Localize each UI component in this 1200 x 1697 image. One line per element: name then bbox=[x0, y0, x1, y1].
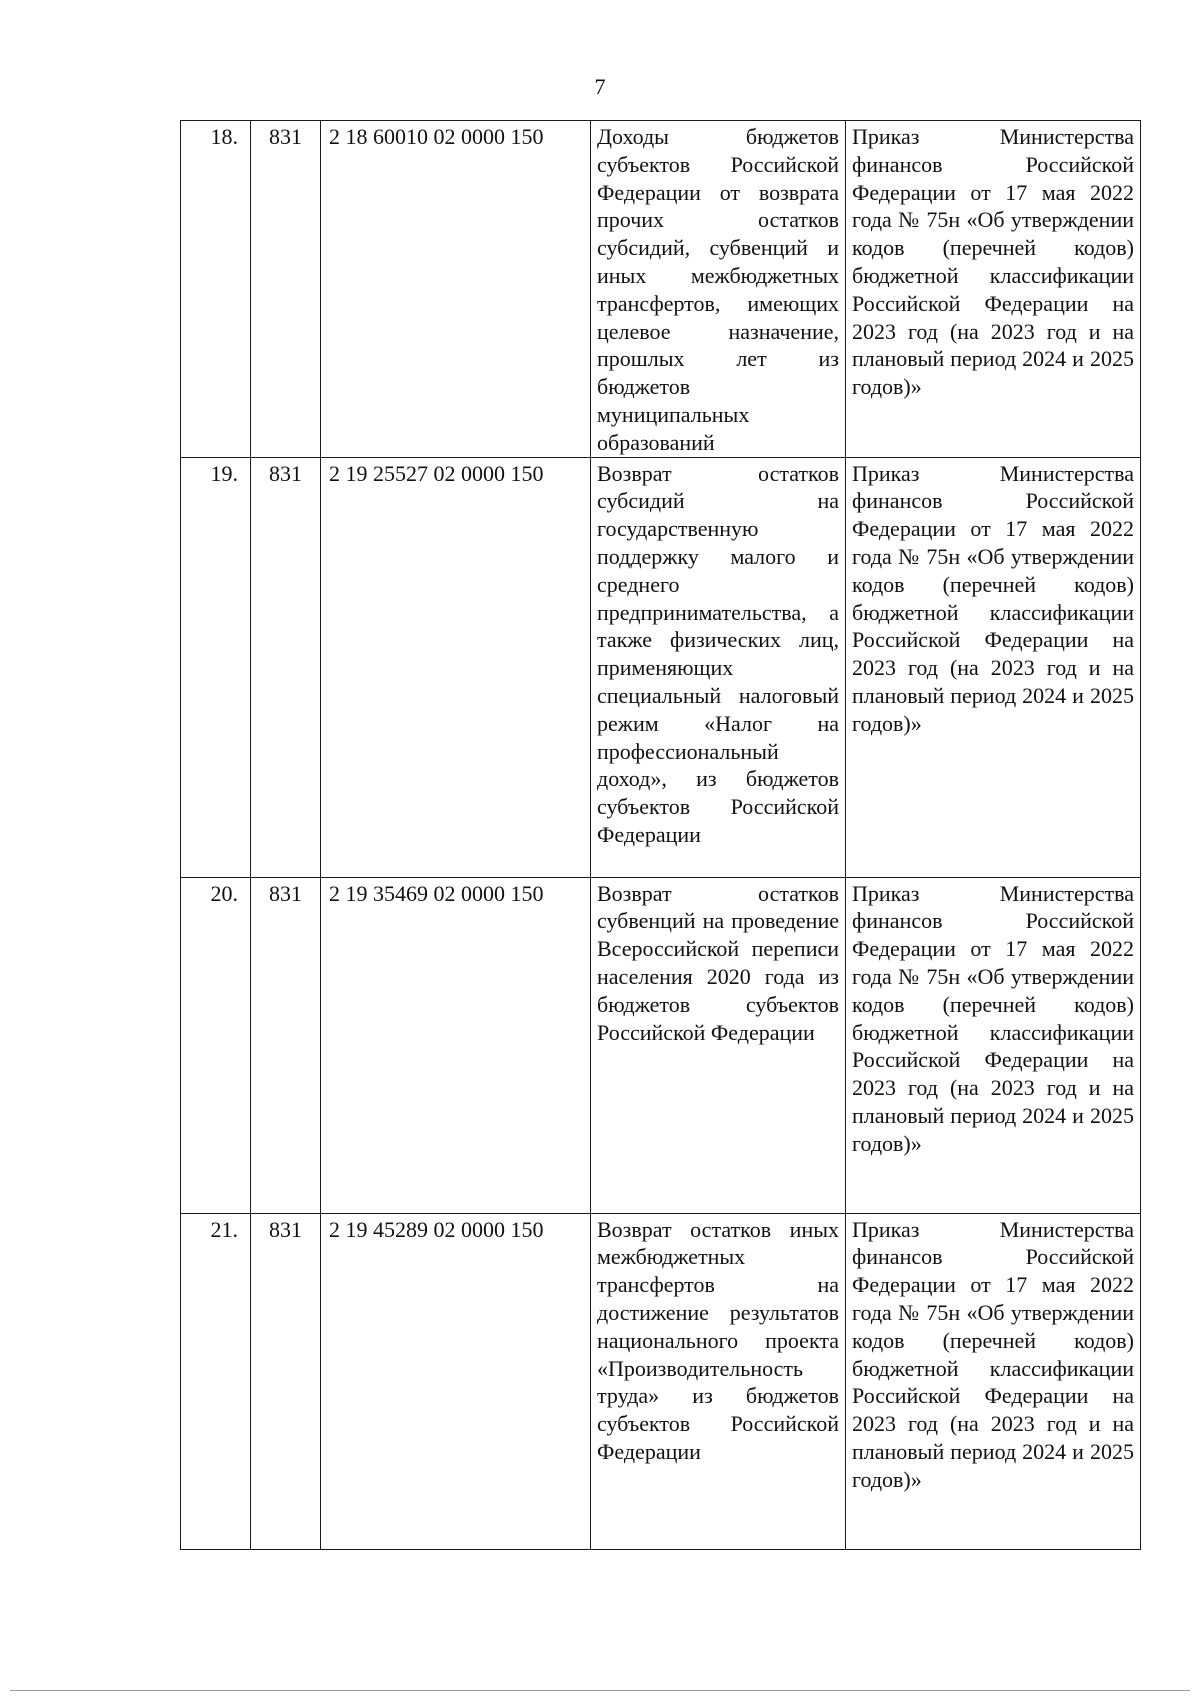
table-row bbox=[181, 877, 1141, 1213]
budget-classification-code: 2 19 45289 02 0000 150 bbox=[321, 1213, 591, 1549]
row-number: 20. bbox=[181, 877, 251, 1213]
legal-basis: Приказ Министерства финансов Российской Федерации от 17 мая 2022 года № 75н «Об утверждении кодов (перечней кодов) бюджетной классификации Российской Федерации на 2023 год (на 2023 год и на плановый период 2024 и 2025 годов)» bbox=[846, 1213, 1141, 1549]
page-number: 7 bbox=[594, 74, 606, 99]
table-row bbox=[181, 1213, 1141, 1549]
income-description: Возврат остатков субвенций на проведение Всероссийской переписи населения 2020 года из бюджетов субъектов Российской Федерации bbox=[591, 877, 846, 1213]
table-row bbox=[181, 121, 1141, 458]
admin-code: 831 bbox=[251, 457, 321, 877]
scan-edge-divider bbox=[10, 1690, 1190, 1691]
row-number: 19. bbox=[181, 457, 251, 877]
budget-codes-table bbox=[180, 120, 1141, 1550]
legal-basis: Приказ Министерства финансов Российской Федерации от 17 мая 2022 года № 75н «Об утверждении кодов (перечней кодов) бюджетной классификации Российской Федерации на 2023 год (на 2023 год и на плановый период 2024 и 2025 годов)» bbox=[846, 877, 1141, 1213]
table-row bbox=[181, 457, 1141, 877]
row-number: 18. bbox=[181, 121, 251, 458]
income-description: Доходы бюджетов субъектов Российской Федерации от возврата прочих остатков субсидий, субвенций и иных межбюджетных трансфертов, имеющих целевое назначение, прошлых лет из бюджетов муниципальных образований bbox=[591, 121, 846, 458]
admin-code: 831 bbox=[251, 877, 321, 1213]
legal-basis: Приказ Министерства финансов Российской Федерации от 17 мая 2022 года № 75н «Об утверждении кодов (перечней кодов) бюджетной классификации Российской Федерации на 2023 год (на 2023 год и на плановый период 2024 и 2025 годов)» bbox=[846, 121, 1141, 458]
budget-classification-code: 2 19 25527 02 0000 150 bbox=[321, 457, 591, 877]
income-description: Возврат остатков иных межбюджетных трансфертов на достижение результатов национального проекта «Производительность труда» из бюджетов субъектов Российской Федерации bbox=[591, 1213, 846, 1549]
admin-code: 831 bbox=[251, 1213, 321, 1549]
legal-basis: Приказ Министерства финансов Российской Федерации от 17 мая 2022 года № 75н «Об утверждении кодов (перечней кодов) бюджетной классификации Российской Федерации на 2023 год (на 2023 год и на плановый период 2024 и 2025 годов)» bbox=[846, 457, 1141, 877]
budget-classification-code: 2 19 35469 02 0000 150 bbox=[321, 877, 591, 1213]
income-description: Возврат остатков субсидий на государственную поддержку малого и среднего предпринимательства, а также физических лиц, применяющих специальный налоговый режим «Налог на профессиональный доход», из бюджетов субъектов Российской Федерации bbox=[591, 457, 846, 877]
budget-classification-code: 2 18 60010 02 0000 150 bbox=[321, 121, 591, 458]
admin-code: 831 bbox=[251, 121, 321, 458]
row-number: 21. bbox=[181, 1213, 251, 1549]
